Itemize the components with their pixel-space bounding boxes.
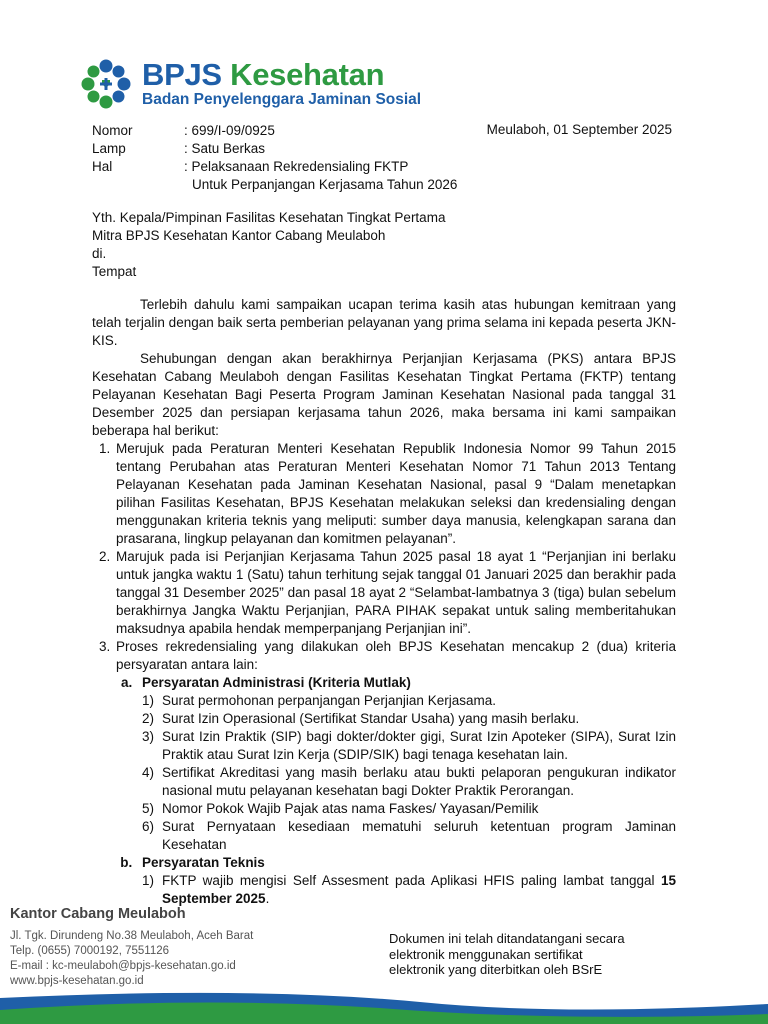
- admin-requirement-marker: 2): [142, 711, 155, 726]
- nomor-label: Nomor: [92, 123, 133, 138]
- technical-requirement-item: [142, 872, 676, 908]
- technical-requirement-end: .: [265, 891, 270, 906]
- footer-wave-decoration: [0, 990, 768, 1024]
- criteria-a-heading: Persyaratan Administrasi (Kriteria Mutlak): [142, 675, 411, 690]
- admin-requirement-text: Nomor Pokok Wajib Pajak atas nama Faskes/ Yayasan/Pemilik: [162, 801, 539, 816]
- addressee-line-1: Yth. Kepala/Pimpinan Fasilitas Kesehatan Tingkat Pertama: [92, 210, 446, 225]
- admin-requirement-item: [142, 692, 676, 710]
- admin-requirement-item: [142, 764, 676, 800]
- admin-requirement-item: [142, 728, 676, 764]
- list-item-1: [114, 440, 676, 548]
- footer-website[interactable]: www.bpjs-kesehatan.go.id: [10, 975, 144, 987]
- footer-office-name: Kantor Cabang Meulaboh: [10, 906, 186, 922]
- hal-value-continued: Untuk Perpanjangan Kerjasama Tahun 2026: [192, 177, 458, 192]
- criteria-a: [136, 674, 676, 854]
- list-item-1-text: Merujuk pada Peraturan Menteri Kesehatan Republik Indonesia Nomor 99 Tahun 2015 tentang Perubahan atas Peraturan Menteri Kesehatan Nomor 71 Tahun 2013 Tentang Pelayanan Kesehatan pada Jaminan Kesehatan Nasional, pasal 9 “Dalam menetapkan pilihan Fasilitas Kesehatan, BPJS Kesehatan melakukan seleksi dan kredensialing dengan menggunakan kriteria teknis yang meliputi: sumber daya manusia, kelengkapan sarana dan prasarana, lingkup pelayanan dan komitmen pelayanan”.: [116, 441, 676, 546]
- letter-body: [92, 296, 676, 908]
- criteria-list: [116, 674, 676, 908]
- bpjs-logo: [80, 58, 421, 110]
- list-item-3: [114, 638, 676, 908]
- main-list: [92, 440, 676, 908]
- list-item-3-text: Proses rekredensialing yang dilakukan oleh BPJS Kesehatan mencakup 2 (dua) kriteria persyaratan antara lain:: [116, 639, 676, 672]
- letter-date: Meulaboh, 01 September 2025: [486, 122, 672, 137]
- list-item-2-text: Marujuk pada isi Perjanjian Kerjasama Tahun 2025 pasal 18 ayat 1 “Perjanjian ini berlaku untuk jangka waktu 1 (Satu) tahun terhitung sejak tanggal 01 Januari 2025 dan berakhir pada tanggal 31 Desember 2025” dan pasal 18 ayat 2 “Selambat-lambatnya 3 (tiga) bulan sebelum berakhirnya Jangka Waktu Perjanjian, PARA PIHAK sepakat untuk saling memberitahukan maksudnya apabila hendak memperpanjang Perjanjian ini”.: [116, 549, 676, 636]
- addressee-line-4: Tempat: [92, 264, 137, 279]
- hal-label: Hal: [92, 159, 113, 174]
- admin-requirement-marker: 3): [142, 729, 155, 744]
- technical-requirement-text: FKTP wajib mengisi Self Assesment pada Aplikasi HFIS paling lambat tanggal: [162, 873, 661, 888]
- admin-requirements-list: [142, 692, 676, 854]
- bpjs-emblem-icon: [80, 58, 132, 110]
- technical-requirement-deadline: 15 September 2025: [162, 873, 676, 906]
- paragraph-1: Terlebih dahulu kami sampaikan ucapan terima kasih atas hubungan kemitraan yang telah terjalin dengan baik serta pemberian pelayanan yang prima selama ini kepada peserta JKN-KIS.: [92, 297, 676, 348]
- criteria-b: [136, 854, 676, 908]
- technical-requirement-marker: 1): [142, 873, 155, 888]
- brand-bpjs: BPJS: [142, 57, 222, 92]
- admin-requirement-text: Surat Pernyataan kesediaan mematuhi seluruh ketentuan program Jaminan Kesehatan: [162, 819, 676, 852]
- brand-name: [142, 59, 421, 91]
- paragraph-2: Sehubungan dengan akan berakhirnya Perjanjian Kerjasama (PKS) antara BPJS Kesehatan Cabang Meulaboh dengan Fasilitas Kesehatan Tingkat Pertama (FKTP) tentang Pelayanan Kesehatan Bagi Peserta Program Jaminan Kesehatan Nasional pada tanggal 31 Desember 2025 dan persiapan kerjasama tahun 2026, maka bersama ini kami sampaikan beberapa hal berikut:: [92, 351, 676, 438]
- footer-contact: [10, 929, 253, 989]
- addressee-line-3: di.: [92, 246, 107, 261]
- admin-requirement-marker: 5): [142, 801, 155, 816]
- nomor-value: : 699/I-09/0925: [184, 123, 275, 138]
- admin-requirement-item: [142, 710, 676, 728]
- admin-requirement-item: [142, 800, 676, 818]
- admin-requirement-text: Sertifikat Akreditasi yang masih berlaku atau bukti pelaporan pengukuran indikator nasional mutu pelayanan kesehatan bagi Dokter Praktik Perorangan.: [162, 765, 676, 798]
- addressee: [92, 209, 445, 281]
- footer-phone: Telp. (0655) 7000192, 7551126: [10, 945, 170, 957]
- admin-requirement-marker: 1): [142, 693, 155, 708]
- brand-subtitle: Badan Penyelenggara Jaminan Sosial: [142, 91, 422, 108]
- criteria-b-heading: Persyaratan Teknis: [142, 855, 265, 870]
- footer-address: Jl. Tgk. Dirundeng No.38 Meulaboh, Aceh Barat: [10, 930, 254, 942]
- lamp-value: : Satu Berkas: [184, 141, 266, 156]
- footer-email[interactable]: E-mail : kc-meulaboh@bpjs-kesehatan.go.id: [10, 960, 236, 972]
- hal-value: : Pelaksanaan Rekredensialing FKTP: [184, 159, 409, 174]
- lamp-label: Lamp: [92, 141, 126, 156]
- electronic-signature-note: [389, 931, 625, 978]
- admin-requirement-text: Surat permohonan perpanjangan Perjanjian Kerjasama.: [162, 693, 496, 708]
- technical-requirements-list: [142, 872, 676, 908]
- admin-requirement-text: Surat Izin Praktik (SIP) bagi dokter/dokter gigi, Surat Izin Apoteker (SIPA), Surat Izin Praktik atau Surat Izin Kerja (SDIP/SIK) bagi tenaga kesehatan lain.: [162, 729, 676, 762]
- admin-requirement-marker: 6): [142, 819, 155, 834]
- list-item-2: [114, 548, 676, 638]
- letter-meta: [92, 122, 457, 194]
- admin-requirement-marker: 4): [142, 765, 155, 780]
- esign-line-1: Dokumen ini telah ditandatangani secara: [389, 931, 625, 946]
- esign-line-3: elektronik yang diterbitkan oleh BSrE: [389, 962, 603, 977]
- esign-line-2: elektronik menggunakan sertifikat: [389, 946, 583, 962]
- admin-requirement-item: [142, 818, 676, 854]
- addressee-line-2: Mitra BPJS Kesehatan Kantor Cabang Meulaboh: [92, 228, 386, 243]
- admin-requirement-text: Surat Izin Operasional (Sertifikat Standar Usaha) yang masih berlaku.: [162, 711, 580, 726]
- brand-kesehatan: Kesehatan: [230, 57, 385, 92]
